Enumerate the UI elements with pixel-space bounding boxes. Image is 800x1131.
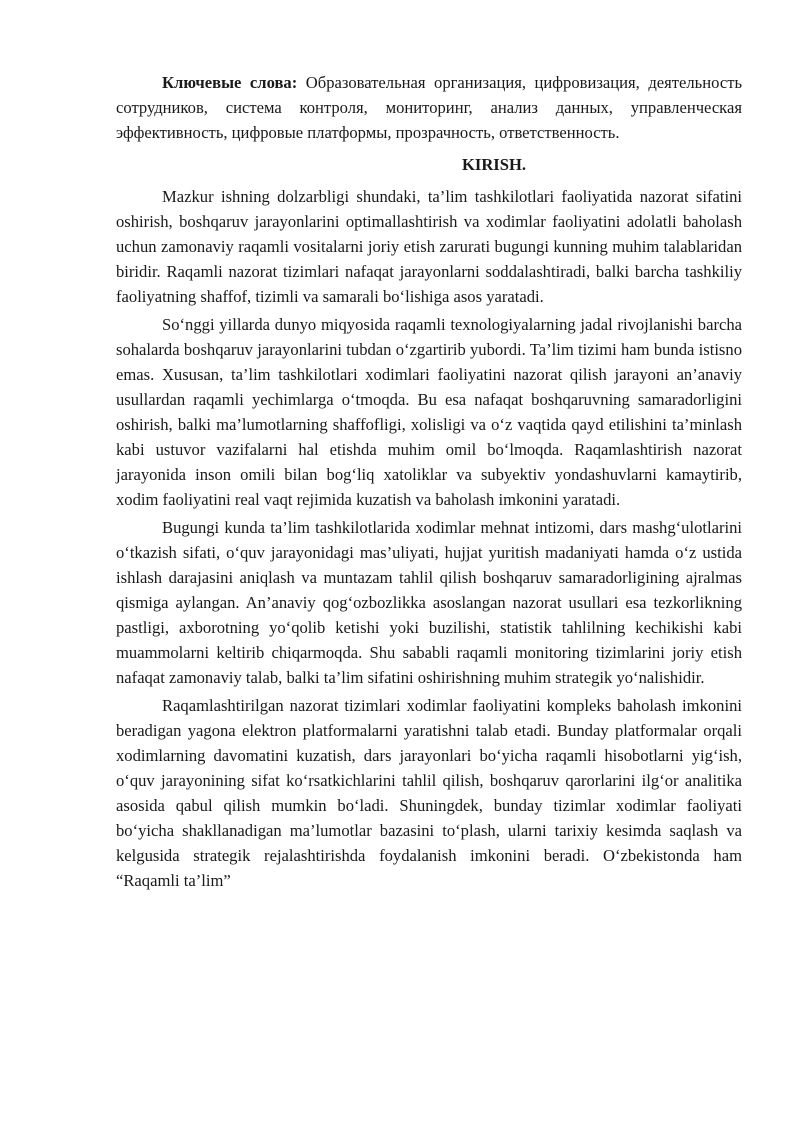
body-paragraph: Raqamlashtirilgan nazorat tizimlari xodimlar faoliyatini kompleks baholash imkonini beradigan yagona elektron platformalarni yaratishni talab etadi. Bunday platformalar orqali xodimlarning davomatini kuzatish, dars jarayonlari bo‘yicha raqamli hisobotlarni yig‘ish, o‘quv jarayonining sifat ko‘rsatkichlarini tahlil qilish, boshqaruv qarorlarini ilg‘or analitika asosida qabul qilish mumkin bo‘ladi. Shuningdek, bunday tizimlar xodimlar faoliyati bo‘yicha shakllanadigan ma’lumotlar bazasini to‘plash, ularni tarixiy kesimda saqlash va kelgusida strategik rejalashtirishda foydalanish imkonini beradi. O‘zbekistonda ham “Raqamli ta’lim” [116, 696, 742, 890]
keywords-text: Образовательная организация, цифровизация, деятельность сотрудников, система контроля, мониторинг, анализ данных, управленческая эффективность, цифровые платформы, прозрачность, ответственность. [116, 73, 743, 142]
document-page [116, 70, 742, 896]
body-paragraph: So‘nggi yillarda dunyo miqyosida raqamli texnologiyalarning jadal rivojlanishi barcha sohalarda boshqaruv jarayonlarini tubdan o‘zgartirib yubordi. Ta’lim tizimi ham bunda istisno emas. Xususan, ta’lim tashkilotlari xodimlari faoliyatini nazorat qilish jarayoni an’anaviy usullardan raqamli yechimlarga o‘tmoqda. Bu esa nafaqat boshqaruvning samaradorligini oshirish, balki ma’lumotlarning shaffofligi, xolisligi va o‘z vaqtida qayd etilishini ta’minlash kabi ustuvor vazifalarni hal etishda muhim omil bo‘lmoqda. Raqamlashtirish nazorat jarayonida inson omili bilan bog‘liq xatoliklar va subyektiv yondashuvlarni kamaytirib, xodim faoliyatini real vaqt rejimida kuzatish va baholash imkonini yaratadi. [116, 315, 742, 509]
keywords-paragraph [116, 70, 742, 145]
body-paragraph: Bugungi kunda ta’lim tashkilotlarida xodimlar mehnat intizomi, dars mashg‘ulotlarini o‘tkazish sifati, o‘quv jarayonidagi mas’uliyati, hujjat yuritish madaniyati hamda o‘z ustida ishlash darajasini aniqlash va muntazam tahlil qilish boshqaruv samaradorligining ajralmas qismiga aylangan. An’anaviy qog‘ozbozlikka asoslangan nazorat usullari esa tezkorlikning pastligi, axborotning yo‘qolib ketishi yoki buzilishi, statistik tahlilning kechikishi kabi muammolarni keltirib chiqarmoqda. Shu sababli raqamli monitoring tizimlarini joriy etish nafaqat zamonaviy talab, balki ta’lim sifatini oshirishning muhim strategik yo‘nalishidir. [116, 518, 742, 687]
section-heading: KIRISH. [461, 155, 527, 174]
body-paragraph: Mazkur ishning dolzarbligi shundaki, ta’lim tashkilotlari faoliyatida nazorat sifatini oshirish, boshqaruv jarayonlarini optimallashtirish va xodimlar faoliyatini adolatli baholash uchun zamonaviy raqamli vositalarni joriy etish zarurati bugungi kunning muhim talablaridan biridir. Raqamli nazorat tizimlari nafaqat jarayonlarni soddalashtiradi, balki barcha tashkiliy faoliyatning shaffof, tizimli va samarali bo‘lishiga asos yaratadi. [116, 187, 742, 306]
keywords-label: Ключевые слова: [162, 73, 298, 92]
